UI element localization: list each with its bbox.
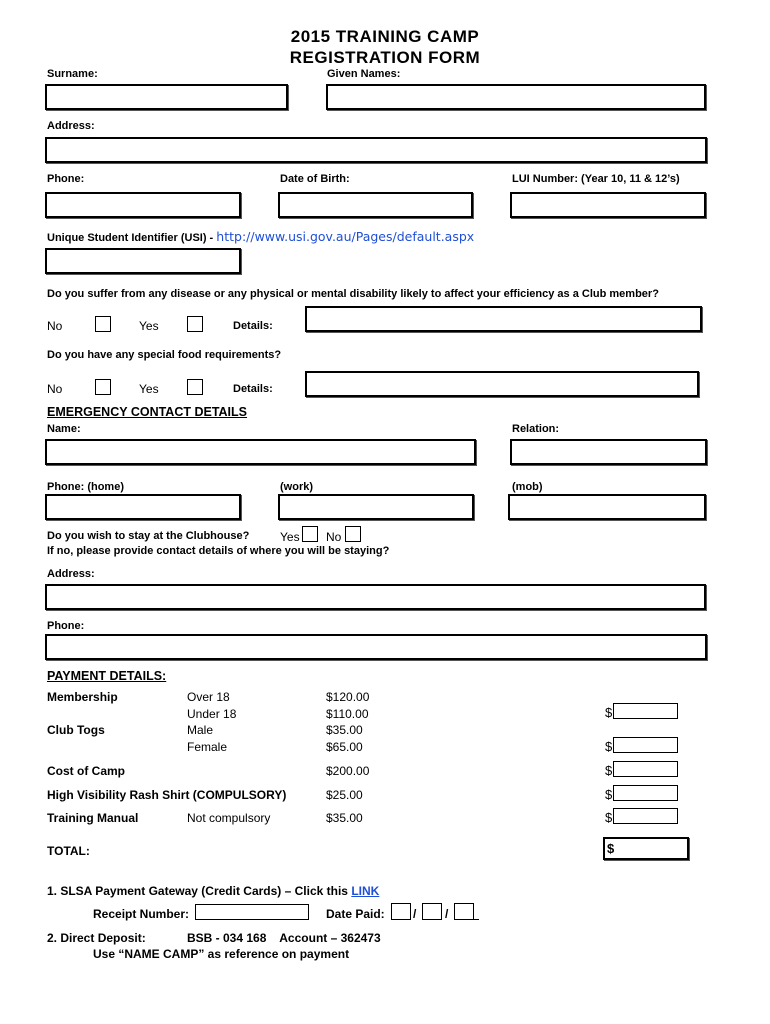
- surname-label: Surname:: [47, 68, 98, 80]
- rash-shirt-label: High Visibility Rash Shirt (COMPULSORY): [47, 788, 287, 802]
- date-slash-1: /: [413, 907, 417, 921]
- health-details-field[interactable]: [305, 306, 702, 332]
- method-1-row: [47, 884, 379, 898]
- food-details-label: Details:: [233, 383, 273, 395]
- total-label: TOTAL:: [47, 844, 90, 858]
- payment-heading: PAYMENT DETAILS:: [47, 669, 167, 683]
- receipt-number-field[interactable]: [195, 904, 309, 920]
- usi-label: Unique Student Identifier (USI) -: [47, 232, 217, 244]
- usi-field[interactable]: [45, 248, 241, 274]
- rash-shirt-price: $25.00: [326, 788, 363, 802]
- manual-currency: $: [605, 810, 613, 825]
- stay-phone-label: Phone:: [47, 620, 85, 632]
- usi-link[interactable]: http://www.usi.gov.au/Pages/default.aspx: [216, 229, 475, 244]
- emergency-work-field[interactable]: [278, 494, 474, 520]
- date-slash-2: /: [445, 907, 449, 921]
- form-title-line2: REGISTRATION FORM: [289, 48, 481, 67]
- camp-currency: $: [605, 763, 613, 778]
- total-currency: $: [607, 841, 615, 856]
- lui-label: LUI Number: (Year 10, 11 & 12’s): [512, 173, 680, 185]
- method-2-label: 2. Direct Deposit:: [47, 931, 146, 945]
- option-male: Male: [187, 723, 214, 737]
- emergency-heading: EMERGENCY CONTACT DETAILS: [47, 405, 248, 419]
- food-yes-checkbox[interactable]: [187, 379, 203, 395]
- manual-note: Not compulsory: [187, 811, 271, 825]
- emergency-mob-field[interactable]: [508, 494, 706, 520]
- price-male: $35.00: [326, 723, 363, 737]
- membership-currency: $: [605, 705, 613, 720]
- emergency-relation-field[interactable]: [510, 439, 707, 465]
- lui-field[interactable]: [510, 192, 706, 218]
- address-label: Address:: [47, 120, 95, 132]
- date-paid-day-field[interactable]: [391, 903, 411, 920]
- health-no-label: No: [47, 319, 63, 333]
- manual-amount-field[interactable]: [613, 808, 678, 824]
- clubhouse-yes-label: Yes: [280, 530, 300, 544]
- method-1-label: 1. SLSA Payment Gateway (Credit Cards) – Click this: [47, 884, 352, 898]
- date-paid-label: Date Paid:: [326, 907, 385, 921]
- receipt-number-label: Receipt Number:: [93, 907, 190, 921]
- togs-currency: $: [605, 739, 613, 754]
- emergency-mob-label: (mob): [512, 481, 543, 493]
- emergency-phone-home-label: Phone: (home): [47, 481, 124, 493]
- date-paid-year-field[interactable]: [454, 903, 474, 920]
- clubhouse-no-label: No: [326, 530, 342, 544]
- emergency-phone-home-field[interactable]: [45, 494, 241, 520]
- option-under-18: Under 18: [187, 707, 237, 721]
- emergency-work-label: (work): [280, 481, 313, 493]
- clubhouse-question: Do you wish to stay at the Clubhouse?: [47, 530, 250, 542]
- clubhouse-yes-checkbox[interactable]: [302, 526, 318, 542]
- health-no-checkbox[interactable]: [95, 316, 111, 332]
- food-details-field[interactable]: [305, 371, 699, 397]
- date-paid-month-field[interactable]: [422, 903, 442, 920]
- stay-address-label: Address:: [47, 568, 95, 580]
- dob-label: Date of Birth:: [280, 173, 350, 185]
- rash-currency: $: [605, 787, 613, 802]
- health-question: Do you suffer from any disease or any physical or mental disability likely to affect your efficiency as a Club member?: [47, 288, 659, 300]
- manual-price: $35.00: [326, 811, 363, 825]
- emergency-name-field[interactable]: [45, 439, 476, 465]
- rash-amount-field[interactable]: [613, 785, 678, 801]
- stay-address-field[interactable]: [45, 584, 706, 610]
- dob-field[interactable]: [278, 192, 473, 218]
- emergency-relation-label: Relation:: [512, 423, 560, 435]
- club-togs-label: Club Togs: [47, 723, 105, 737]
- health-details-label: Details:: [233, 320, 273, 332]
- cost-of-camp-price: $200.00: [326, 764, 370, 778]
- food-no-label: No: [47, 382, 63, 396]
- usi-label-row: [47, 229, 474, 244]
- form-title-line1: 2015 TRAINING CAMP: [290, 27, 480, 46]
- membership-amount-field[interactable]: [613, 703, 678, 719]
- given-names-label: Given Names:: [327, 68, 401, 80]
- camp-amount-field[interactable]: [613, 761, 678, 777]
- option-over-18: Over 18: [187, 690, 230, 704]
- membership-label: Membership: [47, 690, 118, 704]
- total-amount-field[interactable]: [603, 837, 689, 860]
- option-female: Female: [187, 740, 228, 754]
- health-yes-label: Yes: [139, 319, 159, 333]
- stay-phone-field[interactable]: [45, 634, 707, 660]
- manual-label: Training Manual: [47, 811, 139, 825]
- food-no-checkbox[interactable]: [95, 379, 111, 395]
- price-over-18: $120.00: [326, 690, 370, 704]
- date-underline: [454, 919, 479, 920]
- cost-of-camp-label: Cost of Camp: [47, 764, 125, 778]
- togs-amount-field[interactable]: [613, 737, 678, 753]
- phone-label: Phone:: [47, 173, 85, 185]
- clubhouse-no-checkbox[interactable]: [345, 526, 361, 542]
- surname-field[interactable]: [45, 84, 288, 110]
- price-female: $65.00: [326, 740, 363, 754]
- method-2-reference: Use “NAME CAMP” as reference on payment: [93, 947, 350, 961]
- food-yes-label: Yes: [139, 382, 159, 396]
- phone-field[interactable]: [45, 192, 241, 218]
- clubhouse-followup: If no, please provide contact details of where you will be staying?: [47, 545, 390, 557]
- address-field[interactable]: [45, 137, 707, 163]
- price-under-18: $110.00: [326, 707, 369, 721]
- method-2-details: BSB - 034 168 Account – 362473: [187, 931, 381, 945]
- emergency-name-label: Name:: [47, 423, 81, 435]
- health-yes-checkbox[interactable]: [187, 316, 203, 332]
- slsa-payment-link[interactable]: LINK: [351, 884, 380, 898]
- food-question: Do you have any special food requirements?: [47, 349, 282, 361]
- given-names-field[interactable]: [326, 84, 706, 110]
